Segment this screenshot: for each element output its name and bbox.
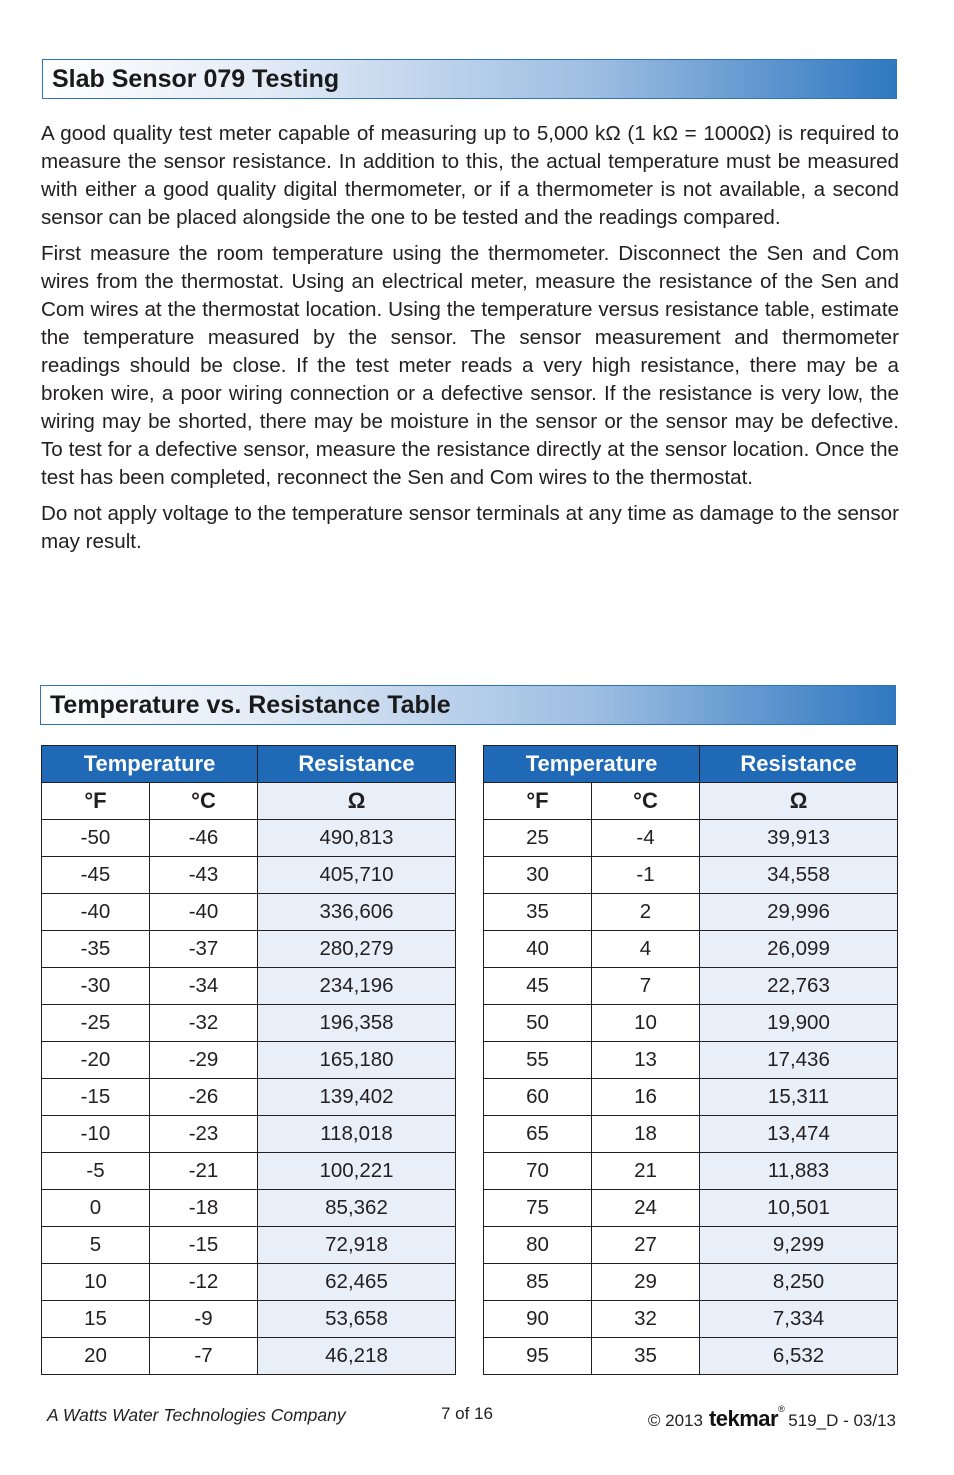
resistance-cell: 196,358 (258, 1005, 456, 1042)
table-row (484, 1264, 898, 1301)
temp-f-cell: 5 (42, 1227, 150, 1264)
resistance-table-right (483, 745, 898, 1375)
temp-f-cell: 40 (484, 931, 592, 968)
temp-f-cell: -15 (42, 1079, 150, 1116)
temp-c-cell: 18 (592, 1116, 700, 1153)
body-text (41, 120, 899, 564)
temp-c-cell: 35 (592, 1338, 700, 1375)
temp-f-cell: 95 (484, 1338, 592, 1375)
resistance-cell: 280,279 (258, 931, 456, 968)
temp-f-cell: 45 (484, 968, 592, 1005)
temp-c-cell: 4 (592, 931, 700, 968)
temp-c-cell: 7 (592, 968, 700, 1005)
temp-c-cell: 10 (592, 1005, 700, 1042)
resistance-cell: 405,710 (258, 857, 456, 894)
temp-f-cell: -35 (42, 931, 150, 968)
temp-f-cell: 30 (484, 857, 592, 894)
temp-f-cell: 60 (484, 1079, 592, 1116)
table-row (42, 1264, 456, 1301)
resistance-cell: 9,299 (700, 1227, 898, 1264)
temperature-header: Temperature (484, 746, 700, 783)
resistance-cell: 11,883 (700, 1153, 898, 1190)
resistance-cell: 336,606 (258, 894, 456, 931)
table-row (42, 1042, 456, 1079)
resistance-cell: 26,099 (700, 931, 898, 968)
table-row (484, 1301, 898, 1338)
temp-f-cell: 35 (484, 894, 592, 931)
temp-c-cell: 16 (592, 1079, 700, 1116)
footer-copyright-block (648, 1406, 896, 1432)
table-row (484, 820, 898, 857)
temp-c-cell: 2 (592, 894, 700, 931)
temp-c-cell: -37 (150, 931, 258, 968)
section-title: Temperature vs. Resistance Table (50, 690, 451, 719)
temp-c-cell: 21 (592, 1153, 700, 1190)
temp-f-cell: 50 (484, 1005, 592, 1042)
temp-c-cell: 24 (592, 1190, 700, 1227)
table-row (484, 1079, 898, 1116)
table-row (42, 1227, 456, 1264)
temp-c-cell: 27 (592, 1227, 700, 1264)
document-code: 519_D - 03/13 (788, 1411, 896, 1430)
resistance-cell: 118,018 (258, 1116, 456, 1153)
resistance-cell: 62,465 (258, 1264, 456, 1301)
resistance-cell: 19,900 (700, 1005, 898, 1042)
temp-f-cell: -30 (42, 968, 150, 1005)
temp-f-cell: 0 (42, 1190, 150, 1227)
resistance-header: Resistance (258, 746, 456, 783)
resistance-cell: 8,250 (700, 1264, 898, 1301)
table-row (42, 1079, 456, 1116)
resistance-cell: 29,996 (700, 894, 898, 931)
temp-f-cell: -25 (42, 1005, 150, 1042)
tekmar-logo (709, 1406, 784, 1432)
temp-c-cell: -46 (150, 820, 258, 857)
table-row (42, 1005, 456, 1042)
paragraph-1: A good quality test meter capable of measuring up to 5,000 kΩ (1 kΩ = 1000Ω) is required to measure the sensor resistance. In addition to this, the actual temperature must be measured with either a good quality digital thermometer, or if a thermometer is not available, a second sensor can be placed alongside the one to be tested and the readings compared. (41, 122, 899, 229)
temp-f-cell: 75 (484, 1190, 592, 1227)
table-row (484, 968, 898, 1005)
temp-f-cell: -50 (42, 820, 150, 857)
table-row (42, 931, 456, 968)
section-header-slab-sensor-testing (42, 59, 897, 99)
temp-c-cell: -29 (150, 1042, 258, 1079)
resistance-cell: 7,334 (700, 1301, 898, 1338)
resistance-cell: 46,218 (258, 1338, 456, 1375)
resistance-cell: 490,813 (258, 820, 456, 857)
table-row (42, 857, 456, 894)
table-row (42, 820, 456, 857)
unit-fahrenheit: °F (484, 783, 592, 820)
table-row (42, 1116, 456, 1153)
temp-c-cell: -34 (150, 968, 258, 1005)
temp-f-cell: 25 (484, 820, 592, 857)
temperature-header: Temperature (42, 746, 258, 783)
table-row (484, 894, 898, 931)
resistance-cell: 234,196 (258, 968, 456, 1005)
temp-f-cell: -45 (42, 857, 150, 894)
table-row (42, 1338, 456, 1375)
temp-f-cell: -40 (42, 894, 150, 931)
unit-ohm: Ω (700, 783, 898, 820)
unit-fahrenheit: °F (42, 783, 150, 820)
temp-c-cell: 29 (592, 1264, 700, 1301)
table-row (484, 1190, 898, 1227)
brand-name: tekmar (708, 1406, 779, 1431)
table-row (484, 931, 898, 968)
table-row (484, 1042, 898, 1079)
temp-c-cell: -4 (592, 820, 700, 857)
resistance-cell: 100,221 (258, 1153, 456, 1190)
table-row (42, 894, 456, 931)
resistance-cell: 53,658 (258, 1301, 456, 1338)
registered-mark: ® (778, 1404, 785, 1414)
footer-company: A Watts Water Technologies Company (47, 1405, 346, 1425)
table-row (42, 968, 456, 1005)
temp-c-cell: -23 (150, 1116, 258, 1153)
table-row (42, 1190, 456, 1227)
resistance-cell: 15,311 (700, 1079, 898, 1116)
table-row (484, 1116, 898, 1153)
resistance-cell: 22,763 (700, 968, 898, 1005)
temp-f-cell: -5 (42, 1153, 150, 1190)
temp-c-cell: -32 (150, 1005, 258, 1042)
temp-f-cell: 20 (42, 1338, 150, 1375)
table-row (484, 1227, 898, 1264)
temp-c-cell: -1 (592, 857, 700, 894)
temp-c-cell: -26 (150, 1079, 258, 1116)
paragraph-2: First measure the room temperature using the thermometer. Disconnect the Sen and Com wires from the thermostat. Using an electrical meter, measure the resistance of the Sen and Com wires at the thermostat location. Using the temperature versus resistance table, estimate the temperature measured by the sensor. The sensor measurement and thermometer readings should be close. If the test meter reads a very high resistance, there may be a broken wire, a poor wiring connection or a defective sensor. If the resistance is very low, the wiring may be shorted, there may be moisture in the sensor or the sensor may be defective. To test for a defective sensor, measure the resistance directly at the sensor location. Once the test has been completed, reconnect the Sen and Com wires to the thermostat. (41, 242, 899, 489)
copyright-text: © 2013 (647, 1411, 703, 1430)
table-row (484, 1338, 898, 1375)
table-row (484, 857, 898, 894)
resistance-cell: 139,402 (258, 1079, 456, 1116)
resistance-cell: 13,474 (700, 1116, 898, 1153)
temp-c-cell: -9 (150, 1301, 258, 1338)
temp-c-cell: -12 (150, 1264, 258, 1301)
temp-c-cell: -43 (150, 857, 258, 894)
temp-f-cell: 55 (484, 1042, 592, 1079)
table-row (484, 1005, 898, 1042)
temp-f-cell: 70 (484, 1153, 592, 1190)
temp-f-cell: 90 (484, 1301, 592, 1338)
temp-f-cell: 85 (484, 1264, 592, 1301)
resistance-table-left (41, 745, 456, 1375)
table-row (484, 1153, 898, 1190)
temp-f-cell: 80 (484, 1227, 592, 1264)
resistance-cell: 85,362 (258, 1190, 456, 1227)
temp-f-cell: -10 (42, 1116, 150, 1153)
temp-c-cell: -40 (150, 894, 258, 931)
temp-c-cell: 13 (592, 1042, 700, 1079)
resistance-header: Resistance (700, 746, 898, 783)
temp-f-cell: 65 (484, 1116, 592, 1153)
unit-celsius: °C (150, 783, 258, 820)
resistance-cell: 6,532 (700, 1338, 898, 1375)
resistance-cell: 34,558 (700, 857, 898, 894)
resistance-cell: 17,436 (700, 1042, 898, 1079)
temp-c-cell: -7 (150, 1338, 258, 1375)
unit-ohm: Ω (258, 783, 456, 820)
resistance-cell: 165,180 (258, 1042, 456, 1079)
table-row (42, 1301, 456, 1338)
temp-c-cell: -18 (150, 1190, 258, 1227)
temp-f-cell: 15 (42, 1301, 150, 1338)
temp-f-cell: 10 (42, 1264, 150, 1301)
table-row (42, 1153, 456, 1190)
temp-c-cell: -21 (150, 1153, 258, 1190)
section-title: Slab Sensor 079 Testing (52, 64, 340, 93)
resistance-cell: 72,918 (258, 1227, 456, 1264)
temp-c-cell: 32 (592, 1301, 700, 1338)
temp-f-cell: -20 (42, 1042, 150, 1079)
section-header-temperature-resistance-table (40, 685, 896, 725)
paragraph-3: Do not apply voltage to the temperature sensor terminals at any time as damage to the sensor may result. (41, 502, 899, 553)
resistance-cell: 39,913 (700, 820, 898, 857)
resistance-cell: 10,501 (700, 1190, 898, 1227)
unit-celsius: °C (592, 783, 700, 820)
temp-c-cell: -15 (150, 1227, 258, 1264)
page-number: 7 of 16 (441, 1404, 493, 1423)
